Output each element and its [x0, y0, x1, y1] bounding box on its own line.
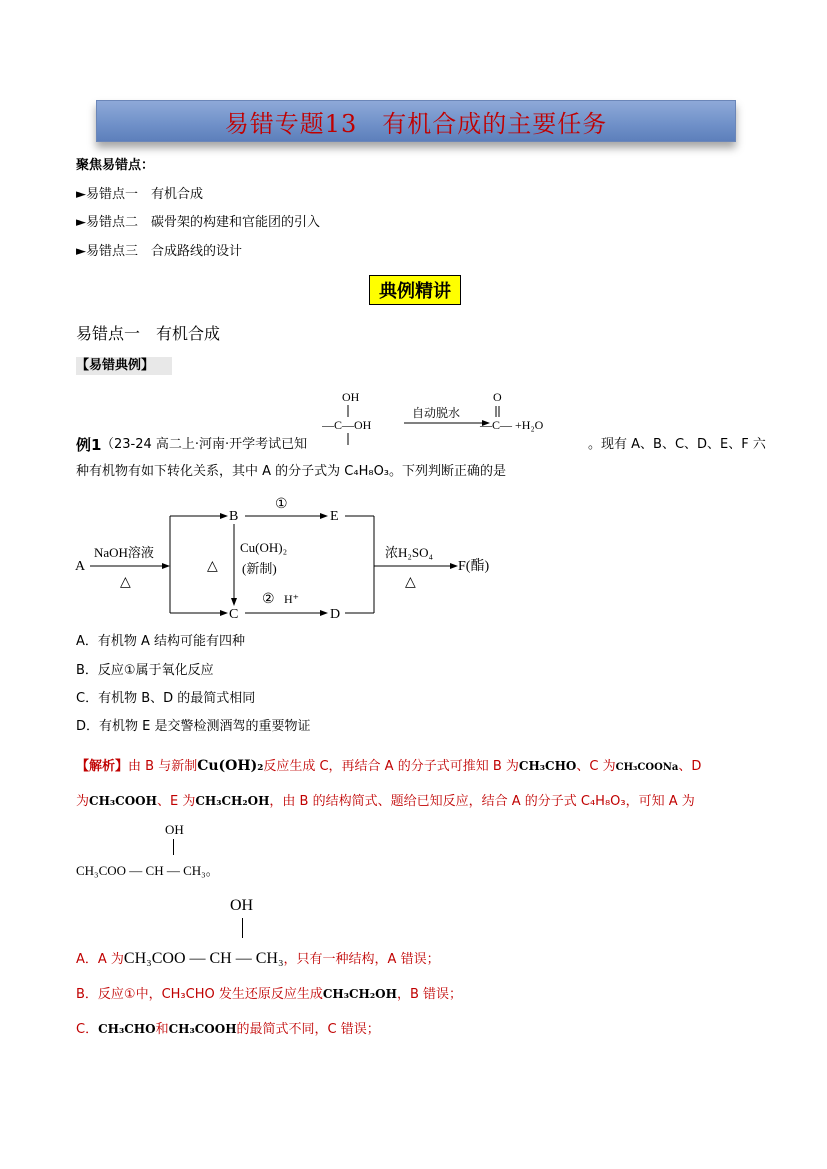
formula-ch3cooh: CH₃COOH [89, 794, 157, 808]
focus-item-2: ►易错点二 碳骨架的构建和官能团的引入 [76, 215, 320, 230]
example-tag: 【易错典例】 [76, 357, 172, 375]
formula-ch3cooh: CH₃COOH [168, 1022, 237, 1036]
analysis-c [76, 1020, 380, 1039]
scheme-b: B [229, 509, 239, 524]
scheme-hplus: H⁺ [284, 592, 299, 606]
analysis-text: 为 [76, 794, 90, 809]
analysis-text: 、D [678, 759, 702, 774]
focus-item-3: ►易错点三 合成路线的设计 [76, 244, 242, 259]
point1-heading: 易错点一 有机合成 [76, 324, 221, 343]
title-banner [96, 100, 736, 142]
analysis-text: 、E 为 [156, 794, 196, 809]
example-after: 。现有 A、B、C、D、E、F 六 [588, 437, 766, 452]
formula-cuoh: Cu(OH)₂ [197, 758, 264, 774]
analysis-text: ，由 B 的结构简式、题给已知反应，结合 A 的分子式 C₄H₈O₃，可知 A 为 [269, 794, 695, 809]
known-c-oh: —C—OH [322, 418, 372, 432]
structure-oh-large: OH [230, 897, 254, 914]
known-oh-top: OH [342, 390, 360, 404]
scheme-a: A [75, 559, 86, 574]
analysis-text: ，B 错误； [396, 987, 463, 1002]
analysis-text: 的最简式不同，C 错误； [236, 1022, 380, 1037]
scheme-cu: Cu(OH)₂ [240, 540, 288, 555]
structure-main-large: CH₃COO — CH — CH₃ [123, 950, 284, 967]
reaction-scheme [70, 490, 510, 625]
analysis-text: 、C 为 [576, 759, 616, 774]
scheme-delta-3: △ [405, 575, 416, 590]
focus-heading: 聚焦易错点： [76, 158, 155, 173]
scheme-delta-2: △ [207, 559, 218, 574]
page-title: 易错专题13 有机合成的主要任务 [224, 109, 608, 138]
scheme-fresh: (新制) [242, 561, 277, 576]
analysis-text: C． [76, 1022, 99, 1037]
structure-end: 。 [205, 863, 219, 878]
known-product: —C— +H₂O [480, 418, 544, 432]
formula-ch3ch2oh: CH₃CH₂OH [322, 987, 397, 1001]
analysis-text: ，只有一种结构，A 错误； [283, 952, 440, 967]
analysis-b [76, 985, 462, 1004]
scheme-naoh: NaOH溶液 [94, 545, 154, 560]
analysis-a [76, 948, 440, 969]
scheme-f: F(酯) [458, 559, 490, 574]
structure-main [76, 860, 219, 879]
formula-ch3coona: CH₃COONa [615, 762, 679, 773]
known-reaction [322, 385, 592, 455]
example-source: （23-24 高二上·河南·开学考试已知 [101, 437, 308, 452]
analysis-line-1 [76, 757, 701, 777]
scheme-step1: ① [275, 497, 288, 512]
scheme-c: C [229, 607, 239, 622]
analysis-text: 反应生成 C，再结合 A 的分子式可推知 B 为 [263, 759, 519, 774]
formula-ch3cho: CH₃CHO [518, 759, 577, 773]
analysis-line-2 [76, 792, 695, 811]
option-a: A．有机物 A 结构可能有四种 [76, 634, 246, 649]
example-label: 例1 [76, 436, 102, 454]
known-arrow-label: 自动脱水 [412, 406, 461, 420]
scheme-step2: ② [262, 592, 275, 607]
analysis-text: B．反应①中，CH₃CHO 发生还原反应生成 [76, 987, 323, 1002]
formula-ch3cho: CH₃CHO [98, 1022, 156, 1036]
scheme-d: D [330, 607, 341, 622]
structure-oh: OH [165, 822, 184, 837]
scheme-e: E [330, 509, 339, 524]
option-d: D．有机物 E 是交警检测酒驾的重要物证 [76, 719, 311, 734]
structure-bond [173, 839, 174, 855]
known-o-top: O [493, 390, 502, 404]
example-line2: 种有机物有如下转化关系，其中 A 的分子式为 C₄H₈O₃。下列判断正确的是 [76, 464, 507, 479]
focus-item-1: ►易错点一 有机合成 [76, 187, 203, 202]
structure-main-text: CH₃COO — CH — CH₃ [76, 863, 206, 878]
analysis-text: A．A 为 [76, 952, 124, 967]
scheme-delta-1: △ [120, 575, 131, 590]
formula-ch3ch2oh: CH₃CH₂OH [195, 794, 270, 808]
analysis-tag: 【解析】 [76, 759, 129, 774]
analysis-text: 由 B 与新制 [128, 759, 198, 774]
scheme-acid: 浓H₂SO₄ [385, 545, 434, 560]
section-label: 典例精讲 [369, 275, 461, 305]
option-b: B．反应①属于氧化反应 [76, 663, 214, 678]
analysis-text: 和 [155, 1022, 169, 1037]
option-c: C．有机物 B、D 的最简式相同 [76, 691, 256, 706]
structure-bond-large [242, 918, 243, 938]
